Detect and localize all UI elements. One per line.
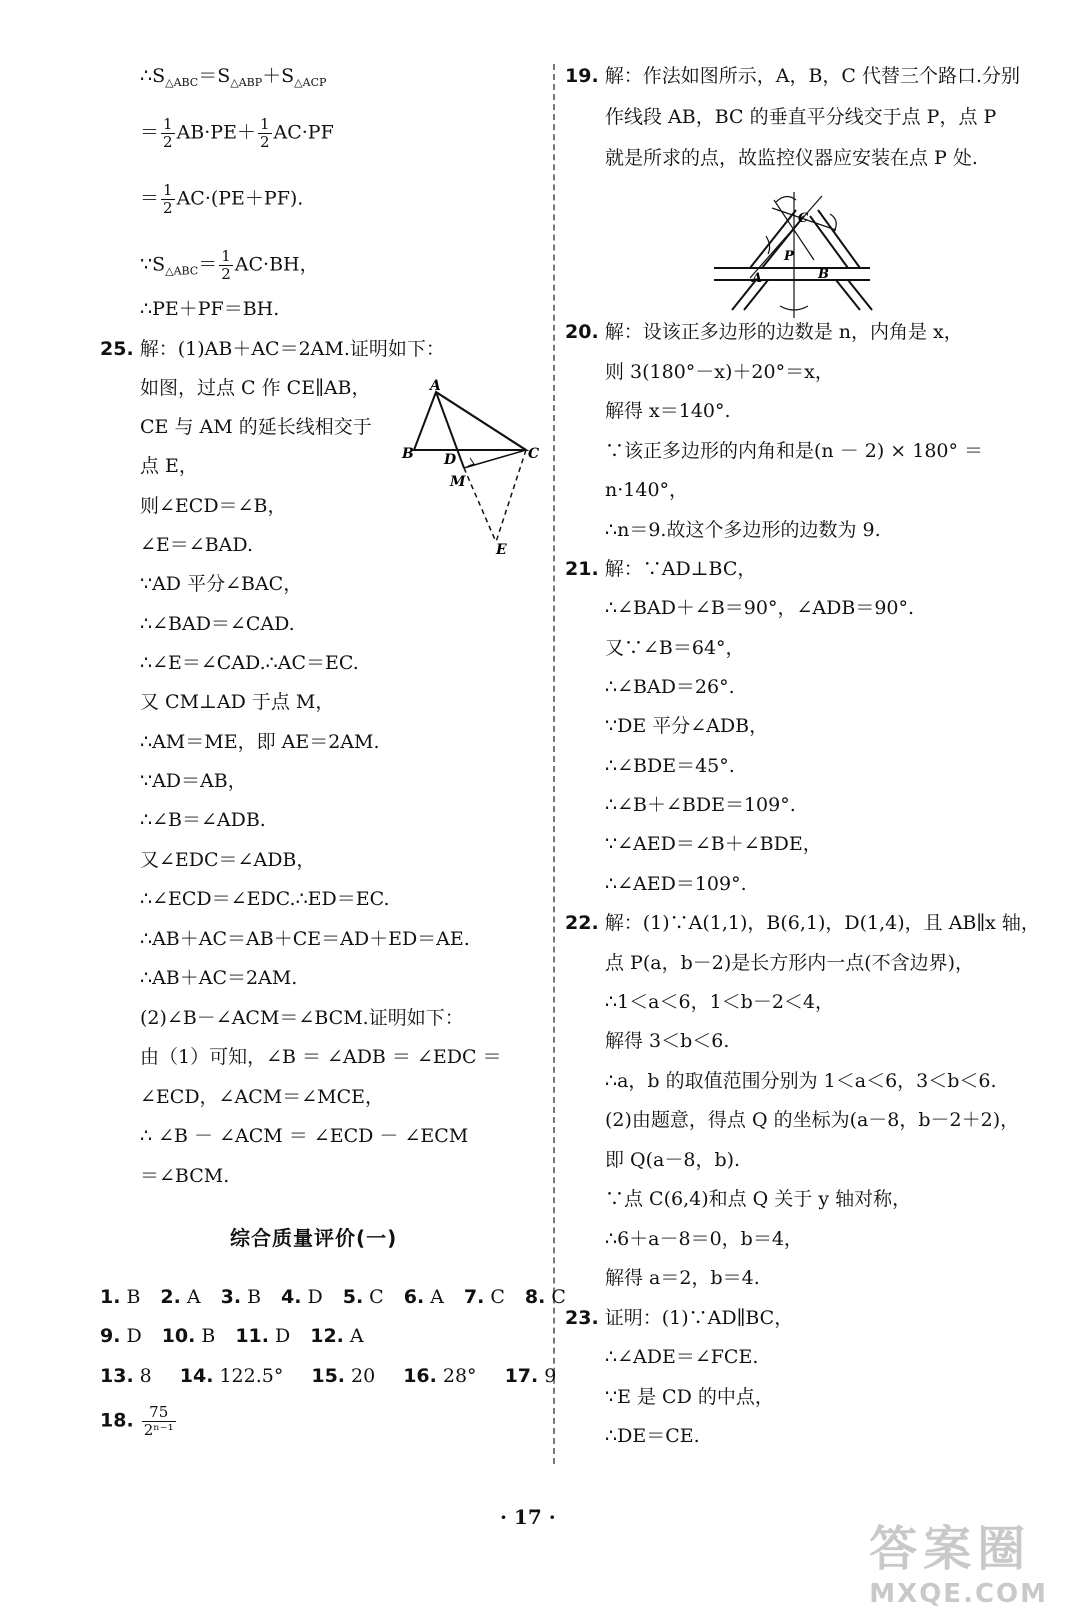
line-text: ∴∠BAD＝26°. bbox=[605, 676, 735, 698]
line-text: 即 Q(a－8，b). bbox=[605, 1149, 741, 1171]
line-text: ＝∠BCM. bbox=[140, 1165, 230, 1187]
question-line bbox=[565, 557, 756, 581]
line-text: 则∠ECD＝∠B， bbox=[140, 495, 287, 517]
text-line bbox=[605, 754, 735, 778]
question-number: 3. bbox=[220, 1286, 242, 1308]
line-text: ∠ECD，∠ACM＝∠MCE， bbox=[140, 1086, 384, 1108]
label-C: C bbox=[528, 446, 540, 462]
label-E: E bbox=[496, 542, 507, 558]
question-number: 25. bbox=[100, 338, 134, 360]
label-P: P bbox=[784, 249, 794, 264]
line-text: ∴ ∠B － ∠ACM ＝ ∠ECD － ∠ECM bbox=[140, 1125, 469, 1147]
text-line bbox=[605, 518, 881, 542]
question-number: 16. bbox=[403, 1365, 437, 1387]
line-text: ∵AD＝AB， bbox=[140, 770, 247, 792]
text-line bbox=[140, 612, 295, 636]
line-text: 解：设该正多边形的边数是 n，内角是 x， bbox=[604, 321, 963, 343]
question-line bbox=[565, 64, 1020, 88]
answer-value: 28° bbox=[442, 1365, 477, 1387]
line-text: ∠E＝∠BAD. bbox=[140, 534, 253, 556]
line-text: 解：(1)AB＋AC＝2AM.证明如下： bbox=[139, 338, 445, 360]
text-line bbox=[605, 1345, 758, 1369]
text-line bbox=[605, 1029, 729, 1053]
text-line bbox=[140, 1045, 502, 1069]
question-number: 12. bbox=[310, 1325, 344, 1347]
line-text: n·140°， bbox=[605, 479, 689, 501]
question-number: 19. bbox=[565, 65, 599, 87]
formula-line: $\therefore S_{\triangle ABC}=S_{\triangle ABP}+S_{\triangle ACP}$ bbox=[140, 65, 327, 89]
line-text: ∴DE＝CE. bbox=[605, 1425, 700, 1447]
figure-19-roads bbox=[710, 190, 880, 320]
label-B: B bbox=[402, 446, 414, 462]
line-text: ∴∠ADE＝∠FCE. bbox=[605, 1346, 759, 1368]
question-number: 1. bbox=[100, 1286, 121, 1308]
line-text: 又∵∠B＝64°， bbox=[605, 637, 745, 659]
line-text: ∴1＜a＜6，1＜b－2＜4， bbox=[605, 991, 835, 1013]
text-line bbox=[605, 1424, 700, 1448]
text-line bbox=[605, 714, 768, 738]
answer-value: A bbox=[430, 1286, 444, 1308]
question-number: 5. bbox=[342, 1286, 364, 1308]
line-text: ∵E 是 CD 的中点， bbox=[605, 1386, 774, 1408]
text-line bbox=[140, 1164, 229, 1188]
text-line bbox=[140, 297, 279, 321]
answer-value: A bbox=[186, 1286, 201, 1308]
text-line bbox=[140, 376, 371, 400]
label-A: A bbox=[430, 378, 441, 394]
label-C: C bbox=[798, 211, 809, 226]
answer-value: 122.5° bbox=[219, 1365, 284, 1387]
text-line bbox=[605, 399, 731, 423]
answer-value: D bbox=[307, 1286, 323, 1308]
question-number: 11. bbox=[235, 1325, 269, 1347]
line-text: 解得 x＝140°. bbox=[605, 400, 731, 422]
question-number: 2. bbox=[160, 1286, 181, 1308]
answer-value: A bbox=[349, 1325, 364, 1347]
question-number: 21. bbox=[565, 558, 599, 580]
line-text: 如图，过点 C 作 CE∥AB， bbox=[140, 377, 371, 399]
formula-line: ＝ $\frac{1}{2}$ AC·(PE＋PF). bbox=[140, 181, 304, 217]
watermark-logo: 答案圈 bbox=[869, 1521, 1032, 1577]
section-title: 综合质量评价(一) bbox=[230, 1226, 398, 1250]
text-line bbox=[605, 105, 996, 129]
line-text: ∵AD 平分∠BAC， bbox=[140, 573, 303, 595]
answers-row-3 bbox=[100, 1364, 584, 1388]
question-line bbox=[565, 911, 1040, 935]
text-line bbox=[140, 572, 302, 596]
answer-value: C bbox=[369, 1286, 384, 1308]
text-line bbox=[605, 478, 688, 502]
line-text: 由（1）可知，∠B ＝ ∠ADB ＝ ∠EDC ＝ bbox=[140, 1046, 502, 1068]
line-text: ∵DE 平分∠ADB， bbox=[605, 715, 769, 737]
fraction-numerator: 75 bbox=[142, 1404, 176, 1422]
question-number: 10. bbox=[161, 1325, 196, 1347]
page-number: · 17 · bbox=[500, 1505, 556, 1529]
text-line bbox=[140, 1124, 468, 1148]
line-text: ∴a，b 的取值范围分别为 1＜a＜6，3＜b＜6. bbox=[605, 1070, 997, 1092]
answer-value: B bbox=[201, 1325, 216, 1347]
question-line bbox=[565, 1306, 793, 1330]
line-text: 解：∵AD⊥BC， bbox=[604, 558, 757, 580]
text-line bbox=[605, 951, 974, 975]
text-line bbox=[605, 990, 834, 1014]
text-line bbox=[140, 651, 359, 675]
question-number: 18. bbox=[100, 1409, 134, 1432]
line-text: ∴PE＋PF＝BH. bbox=[140, 298, 280, 320]
question-number: 20. bbox=[565, 321, 599, 343]
line-text: ∵∠AED＝∠B＋∠BDE， bbox=[605, 833, 822, 855]
line-text: 又 CM⊥AD 于点 M， bbox=[140, 691, 335, 713]
question-number: 7. bbox=[463, 1286, 485, 1308]
text-line bbox=[605, 1385, 774, 1409]
text-line bbox=[605, 439, 983, 463]
line-text: ∵点 C(6,4)和点 Q 关于 y 轴对称， bbox=[605, 1188, 912, 1210]
figure-25-triangle bbox=[400, 378, 550, 558]
text-line bbox=[605, 1148, 740, 1172]
answer-value: 9 bbox=[544, 1365, 557, 1387]
line-text: 解得 3＜b＜6. bbox=[605, 1030, 730, 1052]
text-line bbox=[140, 1085, 384, 1109]
text-line bbox=[140, 454, 198, 478]
question-number: 4. bbox=[281, 1286, 302, 1308]
text-line bbox=[605, 146, 978, 170]
line-text: 就是所求的点，故监控仪器应安装在点 P 处. bbox=[605, 147, 978, 169]
text-line bbox=[605, 1227, 803, 1251]
question-number: 22. bbox=[565, 912, 599, 934]
text-line bbox=[140, 848, 315, 872]
answer-value: 8 bbox=[139, 1365, 152, 1387]
text-line bbox=[140, 808, 266, 832]
text-line bbox=[140, 415, 372, 439]
text-line bbox=[140, 769, 247, 793]
line-text: 解：(1)∵A(1,1)，B(6,1)，D(1,4)，且 AB∥x 轴， bbox=[604, 912, 1040, 934]
label-A: A bbox=[752, 271, 763, 286]
answers-row-2 bbox=[100, 1324, 384, 1348]
text-line bbox=[605, 1069, 997, 1093]
text-line bbox=[140, 1006, 464, 1030]
line-text: ∴AB＋AC＝2AM. bbox=[140, 967, 298, 989]
line-text: ∴AB＋AC＝AB＋CE＝AD＋ED＝AE. bbox=[140, 928, 470, 950]
line-text: 证明：(1)∵AD∥BC， bbox=[604, 1307, 794, 1329]
line-text: ∴6＋a－8＝0，b＝4， bbox=[605, 1228, 803, 1250]
answer-value: C bbox=[551, 1286, 566, 1308]
text-line bbox=[140, 533, 253, 557]
watermark-url: MXQE.COM bbox=[869, 1579, 1048, 1609]
text-line bbox=[605, 1187, 911, 1211]
answer-18 bbox=[100, 1404, 178, 1439]
question-number: 17. bbox=[504, 1365, 539, 1387]
question-number: 9. bbox=[100, 1325, 121, 1347]
line-text: (2)∠B－∠ACM＝∠BCM.证明如下： bbox=[140, 1007, 464, 1029]
question-number: 23. bbox=[565, 1307, 599, 1329]
text-line bbox=[605, 636, 745, 660]
line-text: 解：作法如图所示，A，B，C 代替三个路口.分别 bbox=[604, 65, 1021, 87]
answer-value: D bbox=[275, 1325, 291, 1347]
label-D: D bbox=[444, 452, 457, 468]
fraction-denominator: 2ⁿ⁻¹ bbox=[143, 1421, 174, 1439]
line-text: ∴∠B＋∠BDE＝109°. bbox=[605, 794, 796, 816]
label-M: M bbox=[450, 474, 466, 490]
question-number: 14. bbox=[179, 1365, 214, 1387]
question-number: 6. bbox=[403, 1286, 425, 1308]
line-text: ∴∠BAD＝∠CAD. bbox=[140, 613, 295, 635]
answer-value: B bbox=[247, 1286, 262, 1308]
formula-line: ＝ $\frac{1}{2}$ AB·PE＋ $\frac{1}{2}$ AC·PF bbox=[140, 115, 334, 151]
line-text: 又∠EDC＝∠ADB， bbox=[140, 849, 316, 871]
question-number: 8. bbox=[524, 1286, 546, 1308]
answer-value: B bbox=[126, 1286, 141, 1308]
question-number: 13. bbox=[100, 1365, 134, 1387]
line-text: CE 与 AM 的延长线相交于 bbox=[140, 416, 372, 438]
line-text: (2)由题意，得点 Q 的坐标为(a－8，b－2＋2)， bbox=[605, 1109, 1020, 1131]
text-line bbox=[140, 966, 297, 990]
formula-line: $\because S_{\triangle ABC}=$ $\frac{1}{2}$ AC·BH， bbox=[140, 247, 319, 283]
line-text: 则 3(180°－x)＋20°＝x， bbox=[605, 361, 834, 383]
line-text: 解得 a＝2，b＝4. bbox=[605, 1267, 760, 1289]
answer-value: D bbox=[126, 1325, 142, 1347]
question-line bbox=[565, 320, 963, 344]
label-B: B bbox=[818, 267, 829, 282]
answer-value: C bbox=[490, 1286, 505, 1308]
line-text: 作线段 AB，BC 的垂直平分线交于点 P，点 P bbox=[605, 106, 997, 128]
line-text: ∴∠BAD＋∠B＝90°，∠ADB＝90°. bbox=[605, 597, 915, 619]
line-text: 点 P(a，b－2)是长方形内一点(不含边界)， bbox=[605, 952, 975, 974]
question-number: 15. bbox=[311, 1365, 346, 1387]
line-text: ∴∠B＝∠ADB. bbox=[140, 809, 266, 831]
line-text: 点 E， bbox=[140, 455, 198, 477]
text-line bbox=[140, 927, 470, 951]
text-line bbox=[140, 494, 286, 518]
text-line bbox=[605, 675, 735, 699]
text-line bbox=[605, 360, 834, 384]
text-line bbox=[605, 872, 747, 896]
answers-row-1 bbox=[100, 1285, 586, 1309]
text-line bbox=[140, 690, 334, 714]
question-line bbox=[100, 337, 445, 361]
line-text: ∴∠ECD＝∠EDC.∴ED＝EC. bbox=[140, 888, 390, 910]
column-divider bbox=[553, 64, 555, 1464]
line-text: ∴AM＝ME，即 AE＝2AM. bbox=[140, 731, 380, 753]
text-line bbox=[140, 730, 380, 754]
text-line bbox=[605, 1108, 1019, 1132]
line-text: ∴∠E＝∠CAD.∴AC＝EC. bbox=[140, 652, 359, 674]
watermark bbox=[869, 1510, 1048, 1609]
text-line bbox=[605, 793, 796, 817]
text-line bbox=[140, 887, 390, 911]
text-line bbox=[605, 1266, 760, 1290]
line-text: ∴n＝9.故这个多边形的边数为 9. bbox=[605, 519, 881, 541]
text-line bbox=[605, 596, 914, 620]
text-line bbox=[605, 832, 822, 856]
line-text: ∴∠BDE＝45°. bbox=[605, 755, 735, 777]
answer-value: 20 bbox=[351, 1365, 376, 1387]
line-text: ∴∠AED＝109°. bbox=[605, 873, 747, 895]
line-text: ∵该正多边形的内角和是(n － 2) × 180° ＝ bbox=[605, 440, 984, 462]
